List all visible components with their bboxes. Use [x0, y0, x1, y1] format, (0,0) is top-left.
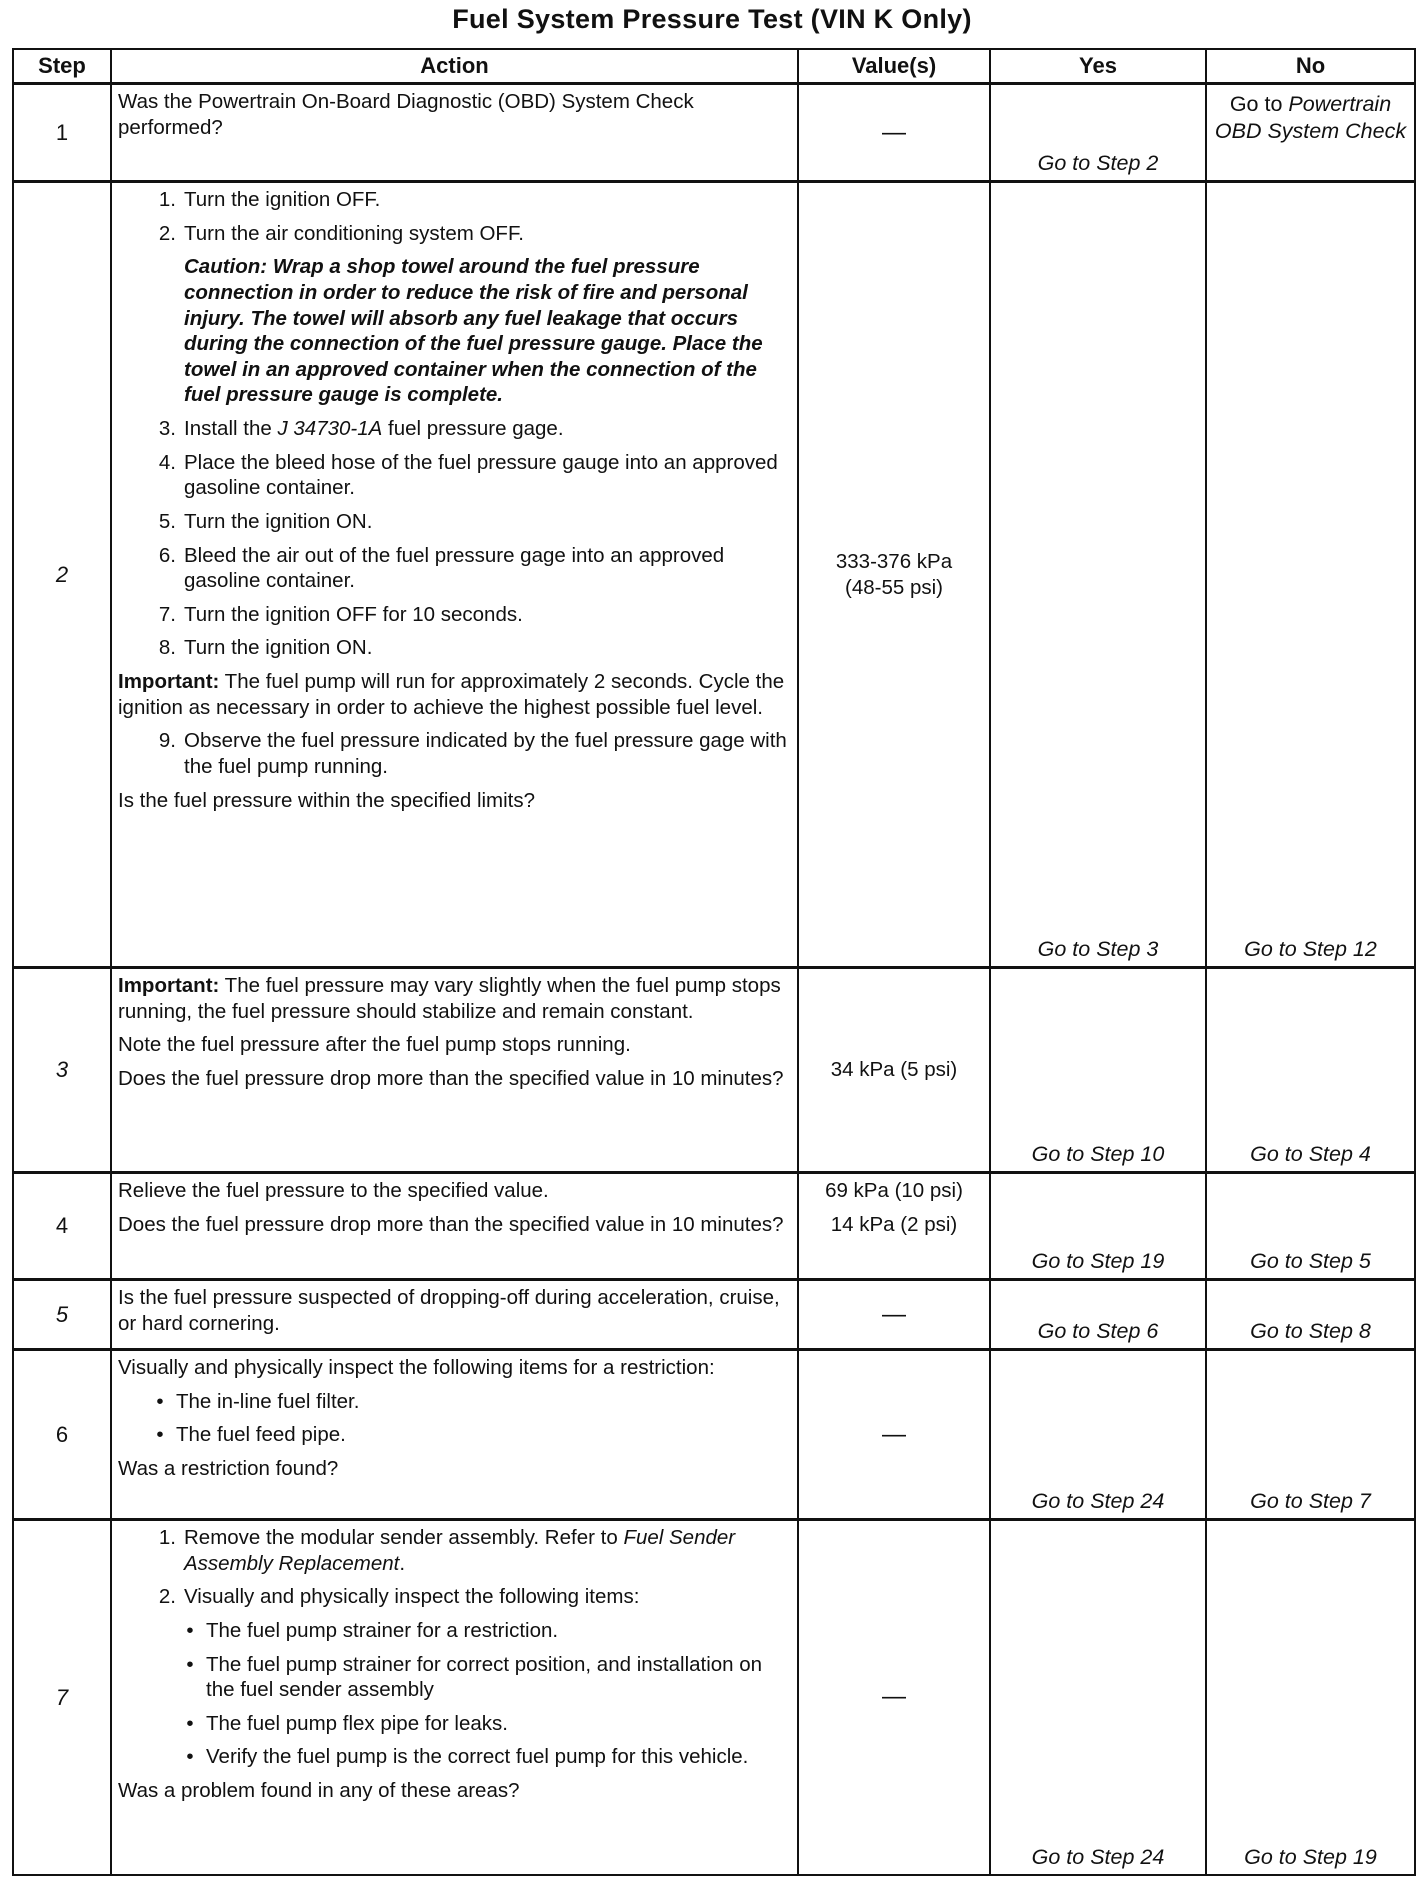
table-row-step-3: [13, 968, 1415, 1173]
value-cell: [798, 182, 990, 968]
header-no: No: [1206, 49, 1415, 84]
action-cell: [111, 1173, 798, 1280]
no-reference: Powertrain OBD System Check: [1214, 92, 1407, 143]
action-step-5: Turn the ignition ON.: [184, 509, 373, 533]
table-row-step-4: [13, 1173, 1415, 1280]
header-yes: Yes: [990, 49, 1206, 84]
action-text: Was the Powertrain On-Board Diagnostic (OBD) System Check performed?: [118, 90, 694, 139]
table-row-step-2: [13, 182, 1415, 968]
tool-reference: J 34730-1A: [277, 417, 383, 440]
step-number: 7: [13, 1520, 111, 1875]
action-cell: [111, 84, 798, 182]
yes-cell: Go to Step 3: [990, 182, 1206, 968]
table-row-step-6: [13, 1350, 1415, 1520]
no-cell: Go to Step 12: [1206, 182, 1415, 968]
value-dash: —: [882, 1420, 906, 1448]
action-cell: 1. Turn the ignition OFF. 2. Turn the air conditioning system OFF. Caution: Wrap a shop towel around the fuel pressure connection in order to reduce the risk of fire and personal injury. The towel will absorb any fuel leakage that occurs during the connection of the fuel pressure gauge. Place the towel in an approved container when the connection of the fuel pressure gauge is complete. 3. Install the J 34730-1A fuel pressure gage. 4. Place the bleed hose of the fuel pressure gauge into an approved gasoline container. 5. Turn the ignition ON. 6. Bleed the air out of the fuel pressure gage into an approved gasoline container. 7. Turn the ignition OFF for 10 seconds. 8. Turn the ignition ON. Important: The fuel pump will run for approximately 2 seconds. Cycle the ignition as necessary in order to achieve the highest possible fuel level. 9. Observe the fuel pressure indicated by the fuel pressure gage with the fuel pump running. Is the fuel pressure within the specified limits?: [111, 182, 798, 968]
value-cell: [798, 1173, 990, 1280]
step-number: 5: [13, 1280, 111, 1350]
no-cell: [1206, 84, 1415, 182]
step-number: 3: [13, 968, 111, 1173]
table-row-step-1: [13, 84, 1415, 182]
no-cell: Go to Step 4: [1206, 968, 1415, 1173]
inspect-item: The fuel pump strainer for correct position, and installation on the fuel sender assembly: [206, 1652, 763, 1702]
action-step-3-text: Install the: [184, 417, 278, 440]
no-prefix: Go to: [1229, 92, 1289, 116]
page-title: Fuel System Pressure Test (VIN K Only): [452, 4, 972, 34]
yes-cell: Go to Step 24: [990, 1350, 1206, 1520]
important-text: The fuel pressure may vary slightly when the fuel pump stops running, the fuel pressure should stabilize and remain constant.: [118, 974, 781, 1023]
table-row-step-7: [13, 1520, 1415, 1875]
action-question: Does the fuel pressure drop more than the specified value in 10 minutes?: [118, 1066, 784, 1090]
action-question: Does the fuel pressure drop more than the specified value in 10 minutes?: [118, 1212, 784, 1236]
action-cell: Visually and physically inspect the following items for a restriction: • The in-line fuel filter. • The fuel feed pipe. Was a restriction found?: [111, 1350, 798, 1520]
value-drop: 14 kPa (2 psi): [830, 1212, 958, 1236]
action-intro: Visually and physically inspect the following items for a restriction:: [118, 1356, 715, 1379]
important-label: Important:: [118, 974, 220, 997]
action-step-2: Visually and physically inspect the following items:: [184, 1585, 640, 1609]
no-cell: Go to Step 19: [1206, 1520, 1415, 1875]
action-question: Was a restriction found?: [118, 1456, 339, 1480]
action-step-1: Turn the ignition OFF.: [184, 188, 381, 211]
yes-cell: Go to Step 19: [990, 1173, 1206, 1280]
important-label: Important:: [118, 670, 220, 693]
header-values: Value(s): [798, 49, 990, 84]
no-cell: Go to Step 5: [1206, 1173, 1415, 1280]
action-note: Note the fuel pressure after the fuel pump stops running.: [118, 1033, 631, 1057]
value-dash: —: [882, 1683, 906, 1711]
yes-cell: Go to Step 10: [990, 968, 1206, 1173]
action-cell: 1. Remove the modular sender assembly. Refer to Fuel Sender Assembly Replacement. 2. Visually and physically inspect the following items: • The fuel pump strainer for a restriction. • The fuel pump strainer for correct position, and installation on the fuel sender assembly • The fuel pump flex pipe for leaks. • Verify the fuel pump is the correct fuel pump for this vehicle. Was a problem found in any of these areas?: [111, 1520, 798, 1875]
table-row-step-5: [13, 1280, 1415, 1350]
value-cell: 34 kPa (5 psi): [798, 968, 990, 1173]
action-step-2: Turn the air conditioning system OFF.: [184, 221, 524, 245]
action-step-3-end: fuel pressure gage.: [382, 417, 564, 440]
caution-note: Caution: Wrap a shop towel around the fuel pressure connection in order to reduce the risk of fire and personal injury. The towel will absorb any fuel leakage that occurs during the connection of the fuel pressure gauge. Place the towel in an approved container when the connection of the fuel pressure gauge is complete.: [184, 255, 763, 407]
header-row: [13, 49, 1415, 84]
action-question: Is the fuel pressure suspected of dropping-off during acceleration, cruise, or hard cornering.: [118, 1286, 780, 1335]
inspect-item: Verify the fuel pump is the correct fuel pump for this vehicle.: [206, 1745, 749, 1769]
important-note: [118, 973, 791, 1024]
value-cell: [798, 1520, 990, 1875]
action-step-7: Turn the ignition OFF for 10 seconds.: [184, 602, 523, 626]
action-step-1: Remove the modular sender assembly. Refer to: [184, 1526, 624, 1549]
step-number: 2: [13, 182, 111, 968]
step-number: 4: [13, 1173, 111, 1280]
no-cell: Go to Step 8: [1206, 1280, 1415, 1350]
header-action: Action: [111, 49, 798, 84]
yes-cell: Go to Step 6: [990, 1280, 1206, 1350]
action-cell: [111, 968, 798, 1173]
inspect-item: The fuel pump flex pipe for leaks.: [206, 1711, 508, 1735]
action-step-6: Bleed the air out of the fuel pressure gage into an approved gasoline container.: [184, 543, 725, 593]
value-cell: [798, 84, 990, 182]
action-question: Is the fuel pressure within the specified limits?: [118, 788, 536, 812]
value-psi: (48-55 psi): [845, 575, 943, 599]
procedure-reference: Fuel Sender Assembly Replacement: [184, 1526, 736, 1575]
step-number: 1: [13, 84, 111, 182]
action-question: Was a problem found in any of these areas?: [118, 1779, 520, 1802]
no-cell: Go to Step 7: [1206, 1350, 1415, 1520]
diagnostic-table: [12, 48, 1416, 1876]
value-dash: —: [882, 1300, 906, 1328]
step-number: 6: [13, 1350, 111, 1520]
inspect-item: The in-line fuel filter.: [176, 1389, 360, 1413]
action-step-8: Turn the ignition ON.: [184, 636, 373, 660]
action-text: Relieve the fuel pressure to the specified value.: [118, 1179, 549, 1202]
inspect-item: The fuel feed pipe.: [176, 1423, 346, 1447]
value-dash: —: [882, 118, 906, 146]
action-cell: [111, 1280, 798, 1350]
important-note: [118, 669, 791, 720]
yes-cell: Go to Step 24: [990, 1520, 1206, 1875]
action-step-1-end: .: [399, 1551, 406, 1575]
value-relieve: 69 kPa (10 psi): [825, 1179, 963, 1202]
important-text: The fuel pump will run for approximately 2 seconds. Cycle the ignition as necessary in order to achieve the highest possible fuel level.: [118, 670, 785, 719]
action-step-9: Observe the fuel pressure indicated by the fuel pressure gage with the fuel pump running.: [184, 729, 787, 778]
value-cell: [798, 1350, 990, 1520]
inspect-item: The fuel pump strainer for a restriction.: [206, 1618, 559, 1642]
action-step-4: Place the bleed hose of the fuel pressure gauge into an approved gasoline container.: [184, 450, 778, 500]
value-kpa: 333-376 kPa: [835, 549, 953, 573]
value-cell: [798, 1280, 990, 1350]
yes-cell: Go to Step 2: [990, 84, 1206, 182]
header-step: Step: [13, 49, 111, 84]
